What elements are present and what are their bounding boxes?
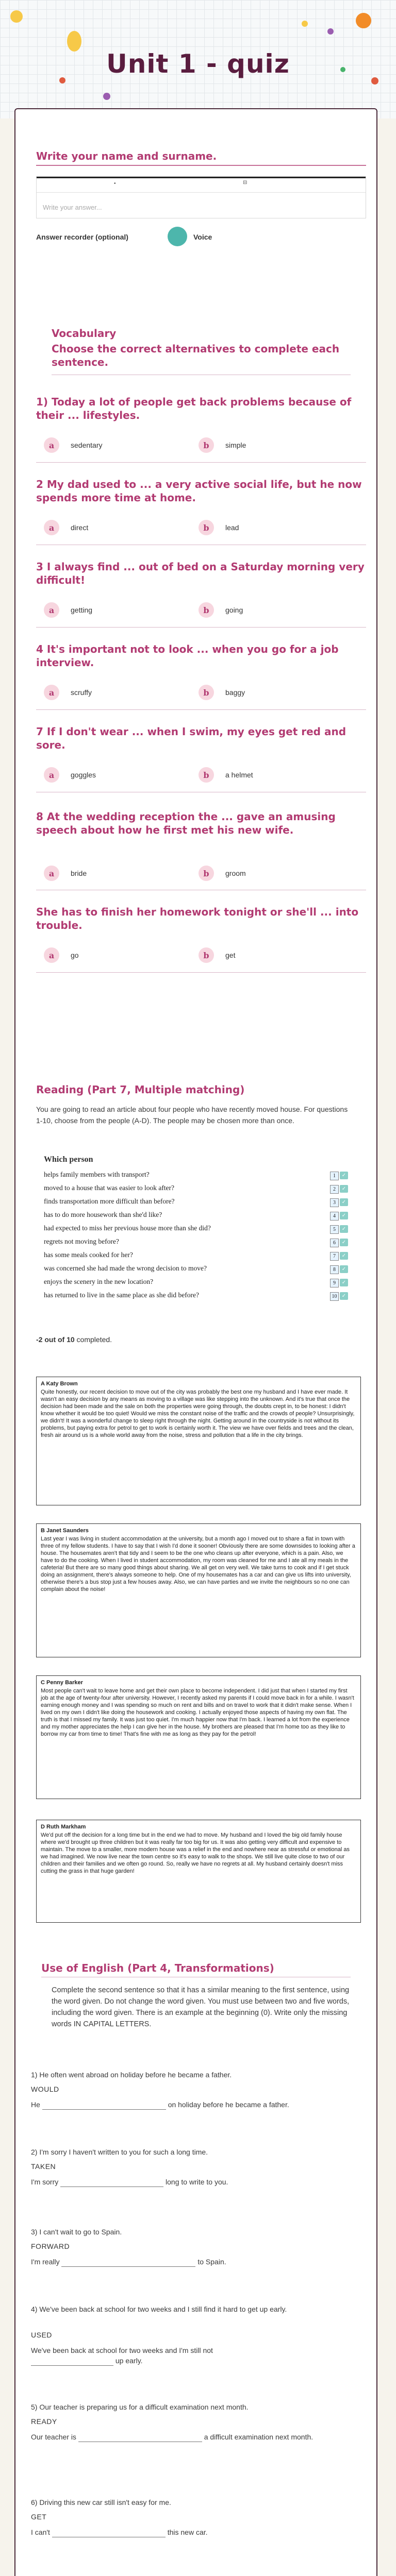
option-a[interactable] (44, 685, 92, 700)
item-answer-line (31, 2099, 361, 2110)
option-b[interactable] (199, 520, 239, 535)
item-prefix: I can't (31, 2528, 50, 2536)
toolbar-list-icon[interactable]: ⊟ (243, 180, 248, 185)
matching-text: was concerned she had made the wrong decision to move? (44, 1264, 207, 1272)
item-suffix: a difficult examination next month. (204, 2433, 314, 2441)
which-person-label: Which person (44, 1155, 93, 1164)
vocab-question (36, 642, 366, 698)
item-answer-line (31, 2177, 361, 2187)
item-question: 5) Our teacher is preparing us for a difficult examination next month. (31, 2403, 249, 2411)
check-icon[interactable]: ✓ (340, 1212, 348, 1219)
decor-dot (327, 28, 334, 35)
item-keyword: FORWARD (31, 2242, 70, 2250)
item-prefix: I'm sorry (31, 2178, 59, 2186)
option-text: goggles (71, 771, 96, 779)
option-text: getting (71, 606, 93, 614)
matching-text: finds transportation more difficult than before? (44, 1197, 175, 1205)
text-title: D Ruth Markham (41, 1824, 86, 1830)
transformation-item (31, 2147, 366, 2198)
divider (36, 627, 366, 628)
uoe-intro: Complete the second sentence so that it has a similar meaning to the first sentence, using the word given. Do not change the word given. You must use between two and five words, including the word given. There is an example at the beginning (0). Write only the missing words IN CAPITAL LETTERS. (52, 1986, 350, 2028)
decor-dot (356, 13, 371, 28)
option-a[interactable] (44, 437, 102, 453)
item-prefix: We've been back at school for two weeks and I'm still not (31, 2346, 213, 2354)
option-letter: a (44, 947, 59, 963)
answer-input[interactable]: Write your answer... (43, 204, 102, 211)
matching-number[interactable]: 1 (330, 1172, 339, 1180)
item-keyword: USED (31, 2331, 52, 2339)
option-a[interactable] (44, 947, 79, 963)
matching-row (44, 1224, 353, 1235)
item-prefix: He (31, 2100, 40, 2109)
matching-text: has returned to live in the same place as she did before? (44, 1291, 200, 1299)
editor-top-bar (37, 177, 366, 178)
option-a[interactable] (44, 767, 96, 783)
vocab-heading: Vocabulary (52, 327, 117, 340)
reading-text (36, 1523, 361, 1657)
item-keyword: READY (31, 2417, 57, 2426)
option-letter: b (199, 602, 214, 618)
quiz-card (14, 108, 377, 2576)
option-text: going (225, 606, 243, 614)
option-letter: a (44, 767, 59, 783)
option-letter: a (44, 685, 59, 700)
vocab-question (36, 395, 366, 450)
option-b[interactable] (199, 866, 246, 881)
check-icon[interactable]: ✓ (340, 1198, 348, 1206)
option-letter: b (199, 437, 214, 453)
recorder-label: Answer recorder (optional) (36, 233, 128, 241)
voice-toggle[interactable] (168, 227, 187, 246)
check-icon[interactable]: ✓ (340, 1265, 348, 1273)
reading-intro: You are going to read an article about four people who have recently moved house. For questions 1-10, choose from the people (A-D). The people may be chosen more than once. (36, 1105, 348, 1125)
divider (36, 165, 366, 166)
item-question: 3) I can't wait to go to Spain. (31, 2228, 122, 2236)
question-text: 2 My dad used to ... a very active social life, but he now spends more time at home. (36, 478, 362, 504)
matching-number[interactable]: 7 (330, 1252, 339, 1261)
decor-dot (67, 31, 81, 52)
text-body: Last year I was living in student accommodation at the university, but a month ago I moved out to share a flat in town with three of my fellow students. I have to say that I wish I'd done it sooner! Obviously there are some downsides to looking after a house. The housemates aren't that tidy and I seem to be the one who cleans up after everyone, which is a pain. Also, we have to do the cooking. When I lived in student accommodation, my room was cleaned for me and I ate all my meals in the cafeteria! But there are so many good things about sharing. We all get on very well. We take turns to cook and if I get stuck doing an assignment, there's always someone to help. One of my housemates has a car and can give us lifts into university, otherwise there's a bus stop just a few houses away. Also, we can have parties and we invite the neighbours so no one can complain about the noise! (41, 1536, 355, 1592)
matching-text: regrets not moving before? (44, 1238, 119, 1245)
option-text: baggy (225, 688, 245, 697)
option-text: simple (225, 441, 246, 449)
item-prefix: Our teacher is (31, 2433, 76, 2441)
matching-text: moved to a house that was easier to look after? (44, 1184, 175, 1192)
transformation-item (31, 2304, 366, 2376)
option-letter: a (44, 866, 59, 881)
option-text: groom (225, 869, 246, 877)
check-icon[interactable]: ✓ (340, 1279, 348, 1286)
item-question: 1) He often went abroad on holiday before he became a father. (31, 2071, 232, 2079)
option-b[interactable] (199, 767, 253, 783)
matching-number[interactable]: 2 (330, 1185, 339, 1194)
divider (36, 972, 366, 973)
matching-row (44, 1264, 353, 1276)
matching-row (44, 1184, 353, 1195)
item-answer-line (31, 2345, 294, 2366)
item-suffix: on holiday before he became a father. (168, 2100, 289, 2109)
check-icon[interactable]: ✓ (340, 1239, 348, 1246)
item-keyword: WOULD (31, 2085, 59, 2093)
check-icon[interactable]: ✓ (340, 1252, 348, 1260)
matching-text: has to do more housework than she'd like? (44, 1211, 162, 1218)
text-body: Most people can't wait to leave home and get their own place to become independent. I did just that when I started my first job at the age of twenty-four after university. However, I recently asked my parents if I could move back in for a while. I wasn't earning enough money and I was spending so much on rent and bills and on travel to work that it didn't make sense. When I lived on my own I didn't like doing the housework and cooking. I actually enjoyed those aspects of having my own flat. The truth is that I missed my family. It was just too quiet. I'm much happier now that I'm back. I learned a lot from the experience and my mother appreciates the help I can give her in the house. My brothers are pleased that I'm home too as they like to borrow my car from time to time! That's fine with me as long as they pay for the petrol! (41, 1688, 354, 1737)
transformation-item (31, 2497, 366, 2549)
divider (36, 709, 366, 710)
answer-box[interactable] (36, 176, 366, 218)
reading-heading: Reading (Part 7, Multiple matching) (36, 1083, 245, 1096)
reading-text (36, 1377, 361, 1505)
decor-dot (302, 21, 308, 27)
item-answer-line (31, 2257, 361, 2267)
vocab-question (36, 478, 366, 533)
option-a[interactable] (44, 602, 92, 618)
text-title: C Penny Barker (41, 1680, 83, 1686)
answer-input[interactable] (78, 2434, 202, 2442)
option-text: scruffy (71, 688, 92, 697)
item-keyword: TAKEN (31, 2162, 56, 2171)
option-b[interactable] (199, 602, 243, 618)
text-body: Quite honestly, our recent decision to move out of the city was probably the best one my husband and I have ever made. It wasn't an easy decision by any means as moving to a village was like stepping into the unknown. And it's true that once the decision had been made and the sale on both the properties were going through, the doubts crept in, to be honest: I didn't know whether it would be too quiet! Would we miss the constant noise of the traffic and the crowds of people? Unsurprisingly, we didn't! It was a wonderful change to sleep right through the night. Getting around in the countryside is not without its problems, but paying extra for petrol to get to work is certainly worth it. The view we have over fields and trees and the clean, fresh air around us is a whole world away from the noise, stress and pollution that a life in the city brings. (41, 1389, 355, 1438)
matching-row (44, 1171, 353, 1182)
option-letter: b (199, 685, 214, 700)
divider (36, 462, 366, 463)
matching-row (44, 1211, 353, 1222)
question-text: 1) Today a lot of people get back problems because of their ... lifestyles. (36, 396, 352, 421)
vocab-question (36, 905, 366, 960)
toolbar-bullet-icon[interactable]: • (114, 181, 116, 187)
matching-text: had expected to miss her previous house more than she did? (44, 1224, 211, 1232)
option-letter: a (44, 602, 59, 618)
matching-text: enjoys the scenery in the new location? (44, 1278, 154, 1285)
option-letter: b (199, 947, 214, 963)
answer-input[interactable] (60, 2179, 163, 2187)
uoe-heading: Use of English (Part 4, Transformations) (41, 1962, 274, 1974)
text-body: We'd put off the decision for a long time but in the end we had to move. My husband and I loved the big old family house where we'd brought up three children but it was really far too big for us. It was also getting very difficult and expensive to maintain. The move to a smaller, more modern house was a relief in the end and nowhere near as stressful or emotional as we had imagined. We now live near the town centre so it's easy to walk to the shops. We still live quite close to two of our children and their families and we often go round. So, really we have no regrets at all. My husband certainly doesn't miss cutting the grass in that huge garden! (41, 1832, 350, 1874)
reading-text (36, 1820, 361, 1923)
answer-input[interactable] (61, 2259, 195, 2267)
divider (37, 192, 366, 193)
vocab-question (36, 810, 366, 878)
question-text: She has to finish her homework tonight or she'll ... into trouble. (36, 906, 359, 931)
matching-number[interactable]: 6 (330, 1239, 339, 1247)
matching-row (44, 1291, 353, 1302)
matching-row (44, 1251, 353, 1262)
item-suffix: up early. (115, 2357, 143, 2365)
matching-row (44, 1197, 353, 1209)
option-text: direct (71, 523, 89, 532)
question-text: 3 I always find ... out of bed on a Saturday morning very difficult! (36, 561, 365, 586)
matching-number[interactable]: 4 (330, 1212, 339, 1221)
option-letter: b (199, 520, 214, 535)
option-a[interactable] (44, 520, 88, 535)
item-answer-line (31, 2432, 340, 2442)
option-text: get (225, 951, 236, 959)
progress-text (36, 1335, 112, 1344)
matching-text: has some meals cooked for her? (44, 1251, 133, 1259)
matching-row (44, 1278, 353, 1289)
check-icon[interactable]: ✓ (340, 1225, 348, 1233)
answer-input[interactable] (52, 2530, 166, 2537)
matching-number[interactable]: 10 (330, 1292, 339, 1301)
item-answer-line (31, 2527, 361, 2537)
option-letter: b (199, 767, 214, 783)
transformation-item (31, 2070, 366, 2121)
transformation-item (31, 2402, 366, 2474)
vocab-question (36, 725, 366, 780)
transformation-item (31, 2227, 366, 2278)
progress-count: -2 out of 10 (36, 1335, 75, 1344)
matching-text: helps family members with transport? (44, 1171, 150, 1178)
option-text: lead (225, 523, 239, 532)
answer-input[interactable] (31, 2358, 113, 2366)
item-suffix: to Spain. (197, 2258, 226, 2266)
matching-number[interactable]: 9 (330, 1279, 339, 1287)
progress-label: completed. (74, 1335, 112, 1344)
page-title: Unit 1 - quiz (106, 49, 290, 79)
matching-list (44, 1155, 353, 1320)
item-question: 6) Driving this new car still isn't easy for me. (31, 2498, 171, 2506)
matching-number[interactable]: 5 (330, 1225, 339, 1234)
option-text: bride (71, 869, 87, 877)
item-question: 2) I'm sorry I haven't written to you for such a long time. (31, 2148, 208, 2156)
option-b[interactable] (199, 947, 235, 963)
reading-text (36, 1675, 361, 1799)
question-text: 8 At the wedding reception the ... gave an amusing speech about how he first met his new wife. (36, 810, 336, 836)
option-b[interactable] (199, 685, 245, 700)
item-suffix: long to write to you. (166, 2178, 228, 2186)
option-text: go (71, 951, 79, 959)
option-text: a helmet (225, 771, 253, 779)
option-letter: a (44, 437, 59, 453)
option-text: sedentary (71, 441, 103, 449)
option-letter: b (199, 866, 214, 881)
check-icon[interactable]: ✓ (340, 1292, 348, 1300)
question-text: 4 It's important not to look ... when you go for a job interview. (36, 643, 339, 669)
text-title: B Janet Saunders (41, 1528, 89, 1534)
check-icon[interactable]: ✓ (340, 1172, 348, 1179)
check-icon[interactable]: ✓ (340, 1185, 348, 1193)
matching-number[interactable]: 3 (330, 1198, 339, 1207)
item-suffix: this new car. (167, 2528, 208, 2536)
option-b[interactable] (199, 437, 246, 453)
item-prefix: I'm really (31, 2258, 60, 2266)
option-a[interactable] (44, 866, 87, 881)
matching-row (44, 1238, 353, 1249)
decor-dot (10, 10, 23, 23)
option-letter: a (44, 520, 59, 535)
text-title: A Katy Brown (41, 1381, 78, 1387)
vocab-instruction: Choose the correct alternatives to complete each sentence. (52, 343, 340, 368)
answer-input[interactable] (42, 2102, 166, 2110)
question-text: 7 If I don't wear ... when I swim, my eyes get red and sore. (36, 725, 346, 751)
item-question: 4) We've been back at school for two weeks and I still find it hard to get up early. (31, 2305, 287, 2313)
item-keyword: GET (31, 2513, 47, 2521)
vocab-question (36, 560, 366, 615)
decor-dot (103, 93, 110, 100)
voice-label: Voice (193, 233, 212, 241)
matching-number[interactable]: 8 (330, 1265, 339, 1274)
name-heading: Write your name and surname. (36, 150, 217, 162)
